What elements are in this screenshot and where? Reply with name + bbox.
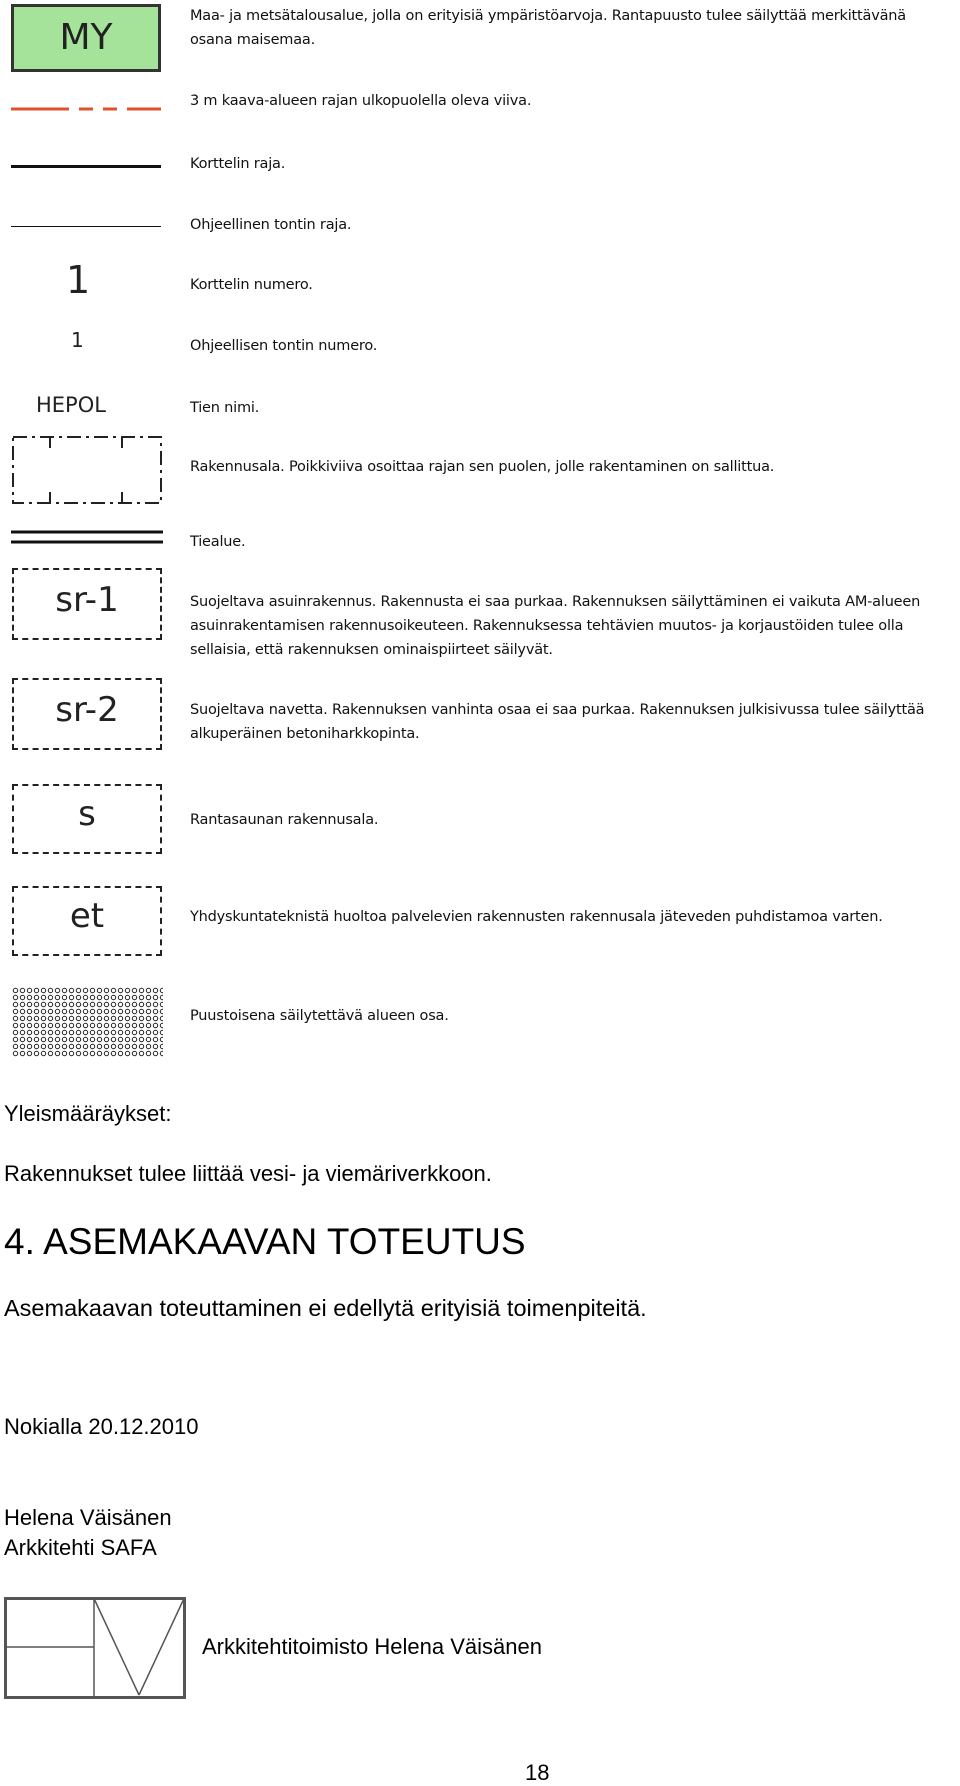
lot-boundary-description: Ohjeellinen tontin raja. <box>190 217 352 233</box>
tree-preserve-description: Puustoisena säilytettävä alueen osa. <box>190 1008 449 1024</box>
date-line: Nokialla 20.12.2010 <box>4 1414 199 1439</box>
sr2-symbol <box>12 678 162 750</box>
sr1-description: Suojeltava asuinrakennus. Rakennusta ei saa purkaa. Rakennuksen säilyttäminen ei vaikuta AM-alueen asuinrakentamisen rakennusoikeuteen. Rakennuksessa tehtävien muutos- ja korjaustöiden tulee olla sellaisia, että rakennuksen ominaispiirteet säilyvät. <box>190 594 921 658</box>
general-regulations-label: Yleismääräykset: <box>4 1101 172 1126</box>
block-boundary-description: Korttelin raja. <box>190 156 286 172</box>
sr1-symbol <box>12 568 162 640</box>
block-number-description: Korttelin numero. <box>190 277 313 293</box>
plan-boundary-3m-line <box>11 99 161 105</box>
road-area-description: Tiealue. <box>190 534 246 550</box>
sr2-code: sr-2 <box>55 690 119 730</box>
sauna-area-description: Rantasaunan rakennusala. <box>190 812 379 828</box>
my-area-symbol <box>11 4 161 72</box>
sauna-area-code: s <box>78 794 96 834</box>
tree-preserve-pattern <box>12 987 163 1057</box>
building-area-description: Rakennusala. Poikkiviiva osoittaa rajan sen puolen, jolle rakentaminen on sallittua. <box>190 459 775 475</box>
road-name-description: Tien nimi. <box>190 400 260 416</box>
office-name: Arkkitehtitoimisto Helena Väisänen <box>202 1634 542 1659</box>
road-area-symbol <box>11 528 163 548</box>
my-area-description: Maa- ja metsätalousalue, jolla on erityisiä ympäristöarvoja. Rantapuusto tulee säilyttää merkittävänä osana maisemaa. <box>190 8 906 48</box>
sr1-code: sr-1 <box>55 580 119 620</box>
section-heading: 4. ASEMAKAAVAN TOTEUTUS <box>4 1221 526 1262</box>
signer-name: Helena Väisänen <box>4 1505 172 1530</box>
road-name-symbol: HEPOL <box>36 393 106 417</box>
section-text: Asemakaavan toteuttaminen ei edellytä erityisiä toimenpiteitä. <box>4 1295 647 1321</box>
et-area-code: et <box>69 896 105 936</box>
block-number-symbol: 1 <box>66 258 91 302</box>
building-area-symbol <box>12 435 162 505</box>
block-boundary-line <box>11 165 161 168</box>
line-3m-description: 3 m kaava-alueen rajan ulkopuolella oleva viiva. <box>190 93 532 109</box>
sauna-area-symbol <box>12 784 162 854</box>
office-logo <box>4 1597 186 1699</box>
signer-title: Arkkitehti SAFA <box>4 1535 157 1560</box>
my-area-code: MY <box>59 17 113 58</box>
lot-number-symbol: 1 <box>71 328 84 352</box>
sr2-description: Suojeltava navetta. Rakennuksen vanhinta osaa ei saa purkaa. Rakennuksen julkisivussa tulee säilyttää alkuperäinen betoniharkkopinta. <box>190 702 925 742</box>
lot-number-description: Ohjeellisen tontin numero. <box>190 338 378 354</box>
general-regulations-text: Rakennukset tulee liittää vesi- ja viemäriverkkoon. <box>4 1161 492 1186</box>
et-area-description: Yhdyskuntateknistä huoltoa palvelevien rakennusten rakennusala jäteveden puhdistamoa varten. <box>190 909 883 925</box>
et-area-symbol <box>12 886 162 956</box>
lot-boundary-line <box>11 226 161 227</box>
page-number: 18 <box>525 1760 550 1785</box>
